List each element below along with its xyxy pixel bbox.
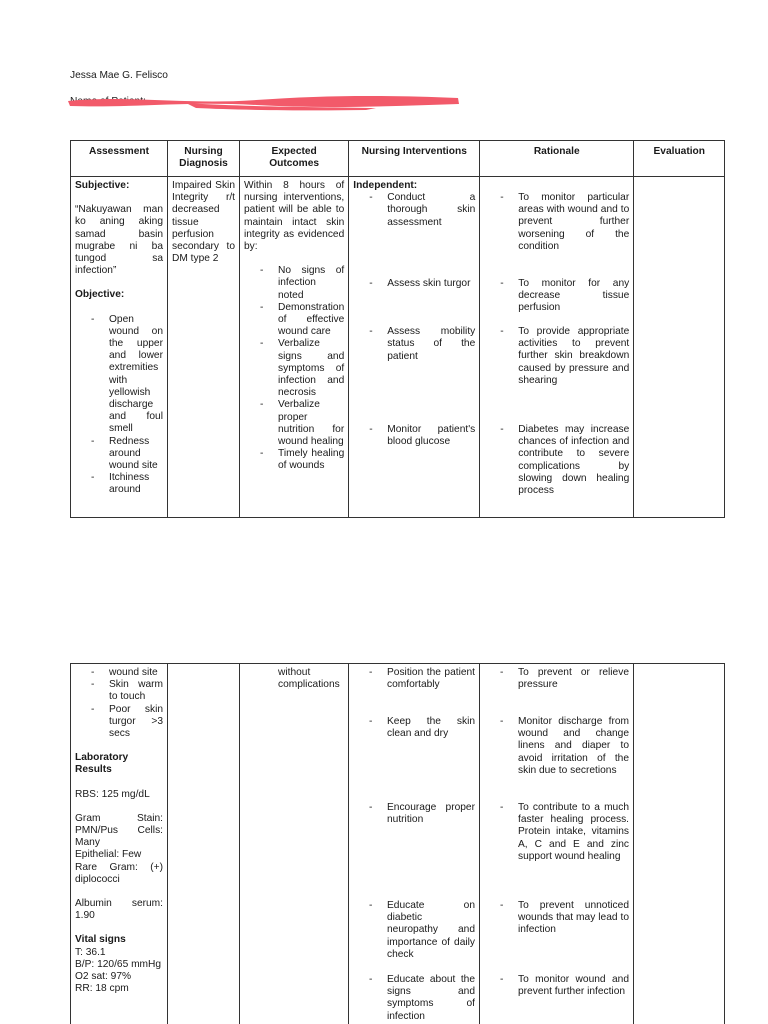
list-item: - Position the patient comfortably [353, 667, 475, 716]
subjective-quote: “Nakuyawan man ko aning aking samad basin mugrabe ni ba tungod sa infection” [75, 204, 163, 277]
rationale-list [484, 192, 629, 497]
header-assessment: Assessment [71, 141, 168, 177]
o2-sat-value: O2 sat: 97% [75, 971, 132, 983]
list-item: - Poor skin turgor >3 secs [75, 704, 163, 741]
gram-stain-value: Gram Stain: PMN/Pus Cells: Many [75, 812, 163, 849]
list-item: - Demonstration of effective wound care [244, 302, 344, 339]
list-item: - To monitor wound and prevent further infection [484, 974, 629, 998]
evaluation-cell-cont [634, 664, 725, 1024]
list-item: - To monitor for any decrease tissue perfusion [484, 278, 629, 326]
header-evaluation: Evaluation [634, 141, 725, 177]
rare-gram-value: Rare Gram: (+) diplococci [75, 861, 163, 885]
subjective-label: Subjective: [75, 180, 130, 191]
independent-label: Independent: [353, 180, 418, 191]
outcomes-list [244, 265, 344, 472]
interventions-cell [349, 177, 480, 518]
header-rationale: Rationale [480, 141, 634, 177]
table-header-row [71, 141, 725, 177]
albumin-value: Albumin serum: 1.90 [75, 898, 163, 922]
list-item: - To prevent unnoticed wounds that may lead to infection [484, 900, 629, 974]
header-nursing-diagnosis: Nursing Diagnosis [168, 141, 240, 177]
list-item: - Educate on diabetic neuropathy and importance of daily check [353, 900, 475, 974]
blood-pressure-value: B/P: 120/65 mmHg [75, 958, 162, 970]
list-item: - Encourage proper nutrition [353, 802, 475, 900]
list-item: - Itchiness around [75, 472, 163, 496]
list-item: - Assess mobility status of the patient [353, 326, 475, 424]
list-item: - Timely healing of wounds [244, 448, 344, 472]
list-item: - Monitor discharge from wound and change linens and diaper to avoid irritation of the skin due to secretions [484, 716, 629, 802]
list-item: - No signs of infection noted [244, 265, 344, 302]
rationale-cell [480, 177, 634, 518]
outcomes-cell-cont [240, 664, 349, 1024]
list-item: - wound site [75, 667, 163, 679]
rationale-cell-cont [480, 664, 634, 1024]
list-item: - Monitor patient's blood glucose [353, 424, 475, 448]
list-item: - Conduct a thorough skin assessment [353, 192, 475, 278]
epithelial-value: Epithelial: Few [75, 849, 142, 861]
list-item: - Skin warm to touch [75, 679, 163, 703]
list-item: - Diabetes may increase chances of infection and contribute to severe complications by slowing down healing process [484, 424, 629, 497]
list-item: - Educate about the signs and symptoms of infection [353, 974, 475, 1023]
temperature-value: T: 36.1 [75, 946, 106, 958]
objective-list [75, 314, 163, 497]
objective-list-cont [75, 667, 163, 740]
evaluation-cell [634, 177, 725, 518]
table-row [71, 177, 725, 518]
header-expected-outcomes: Expected Outcomes [240, 141, 349, 177]
interventions-list [353, 192, 475, 448]
table-row [71, 664, 725, 1024]
interventions-list-cont [353, 667, 475, 1023]
list-item: - To prevent or relieve pressure [484, 667, 629, 716]
list-item: - To monitor particular areas with wound and to prevent further worsening of the condition [484, 192, 629, 278]
assessment-cell [71, 177, 168, 518]
assessment-cell-cont [71, 664, 168, 1024]
outcomes-cont: without complications [278, 667, 340, 691]
care-plan-table-page-2 [70, 663, 725, 1024]
respiratory-rate-value: RR: 18 cpm [75, 983, 129, 995]
diagnosis-cell: Impaired Skin Integrity r/t decreased tissue perfusion secondary to DM type 2 [168, 177, 240, 518]
author-name: Jessa Mae G. Felisco [70, 70, 168, 81]
rbs-value: RBS: 125 mg/dL [75, 788, 150, 800]
list-item: - Verbalize proper nutrition for wound healing [244, 399, 344, 448]
list-item: - Keep the skin clean and dry [353, 716, 475, 802]
outcomes-intro: Within 8 hours of nursing interventions, patient will be able to maintain intact skin integrity as evidenced by: [244, 180, 345, 253]
list-item: - Redness around wound site [75, 436, 163, 473]
header-nursing-interventions: Nursing Interventions [349, 141, 480, 177]
list-item: - Assess skin turgor [353, 278, 475, 326]
rationale-list-cont [484, 667, 629, 998]
list-item: - To provide appropriate activities to prevent further skin breakdown caused by pressure and shearing [484, 326, 629, 424]
redaction-mark [66, 91, 462, 111]
diagnosis-cell-cont [168, 664, 240, 1024]
interventions-cell-cont [349, 664, 480, 1024]
care-plan-table-page-1 [70, 140, 725, 518]
vital-signs-label: Vital signs [75, 934, 126, 946]
objective-label: Objective: [75, 289, 125, 301]
outcomes-cell [240, 177, 349, 518]
lab-results-label: Laboratory Results [75, 752, 129, 776]
list-item: - To contribute to a much faster healing process. Protein intake, vitamins A, C and E and zinc support wound healing [484, 802, 629, 900]
list-item: - Open wound on the upper and lower extremities with yellowish discharge and foul smell [75, 314, 163, 436]
list-item: - Verbalize signs and symptoms of infection and necrosis [244, 338, 344, 399]
